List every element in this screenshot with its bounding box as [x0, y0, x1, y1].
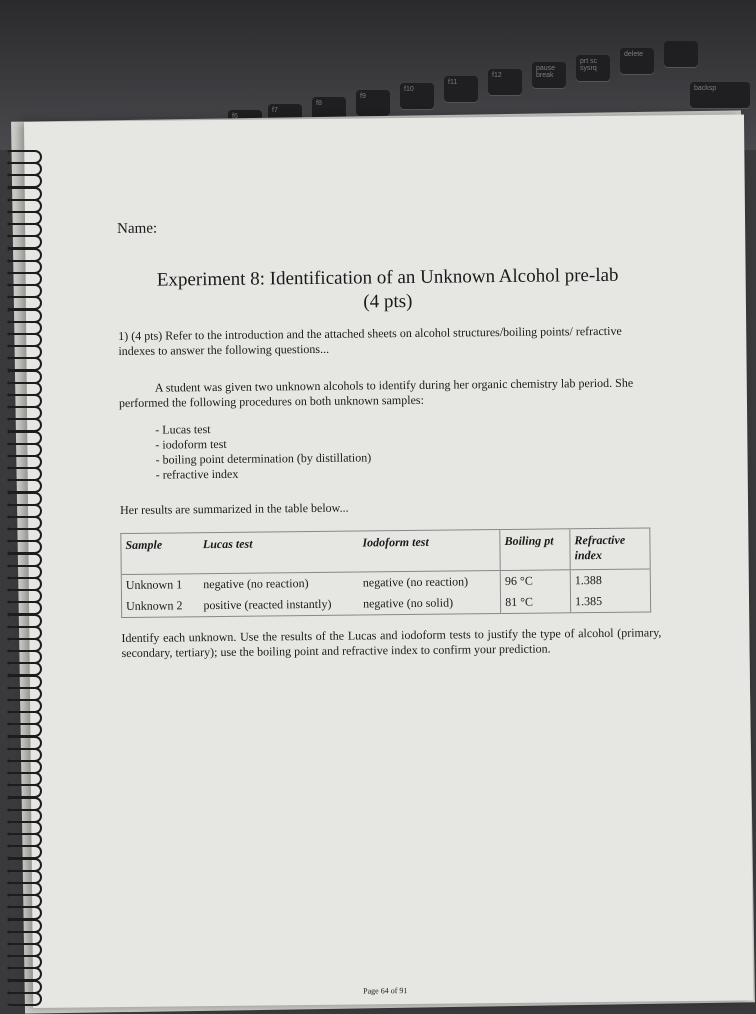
- spiral-coil: [6, 992, 42, 1006]
- list-item: - boiling point determination (by distillation): [155, 450, 372, 467]
- identify-question: Identify each unknown. Use the results of the Lucas and iodoform tests to justify the type of alcohol (primary, secondary, tertiary); use the boiling point and refractive index to confirm your prediction.: [121, 625, 662, 661]
- cell-refractive: 1.388: [570, 569, 650, 591]
- intro-paragraph: A student was given two unknown alcohols to identify during her organic chemistry lab period. She performed the following procedures on both unknown samples:: [118, 375, 634, 411]
- question-1: 1) (4 pts) Refer to the introduction and the attached sheets on alcohol structures/boiling points/ refractive indexes to answer the following questions...: [118, 323, 622, 359]
- key-f8: f8: [312, 97, 346, 123]
- key-f7: f7: [268, 104, 302, 130]
- cell-lucas: negative (no reaction): [199, 572, 359, 595]
- cell-boiling: 96 °C: [500, 570, 570, 592]
- results-table: [120, 527, 651, 618]
- title-line-1: Experiment 8: Identification of an Unknown Alcohol pre-lab: [156, 264, 619, 291]
- name-label: Name:: [117, 220, 158, 238]
- key-f12: f12: [488, 69, 522, 95]
- header-refractive: Refractive index: [570, 528, 650, 570]
- table-row: [121, 590, 650, 617]
- header-boiling: Boiling pt: [500, 529, 570, 571]
- page-title: [118, 263, 658, 317]
- key-backspace: backsp: [690, 82, 750, 108]
- cell-boiling: 81 °C: [501, 591, 571, 613]
- worksheet-page: [24, 114, 753, 1007]
- header-sample: Sample: [121, 533, 199, 575]
- header-lucas: Lucas test: [199, 531, 359, 574]
- key-f6: f6: [228, 110, 262, 136]
- title-line-2: (4 pts): [363, 290, 413, 313]
- cell-sample: Unknown 1: [121, 574, 199, 596]
- spiral-binding: [6, 150, 40, 1008]
- cell-lucas: positive (reacted instantly): [199, 594, 359, 617]
- key-f10: f10: [400, 83, 434, 109]
- summary-text: Her results are summarized in the table below...: [119, 500, 349, 518]
- table-header-row: [121, 528, 650, 575]
- list-item: - iodoform test: [155, 436, 227, 452]
- procedure-list: [155, 420, 371, 482]
- cell-sample: Unknown 2: [121, 595, 199, 617]
- cell-iodoform: negative (no solid): [359, 592, 501, 615]
- list-item: - refractive index: [155, 466, 239, 482]
- key-prtsc: prt sc sysrq: [576, 55, 610, 81]
- cell-refractive: 1.385: [570, 590, 650, 612]
- cell-iodoform: negative (no reaction): [359, 571, 501, 594]
- key-delete: delete: [620, 48, 654, 74]
- page-number: Page 64 of 91: [363, 986, 408, 996]
- header-iodoform: Iodoform test: [358, 530, 500, 572]
- key-f11: f11: [444, 76, 478, 102]
- list-item: - Lucas test: [155, 422, 211, 437]
- key-pause: pause break: [532, 62, 566, 88]
- worksheet-content: [117, 215, 662, 996]
- key-f9: f9: [356, 90, 390, 116]
- key-power: [664, 41, 698, 67]
